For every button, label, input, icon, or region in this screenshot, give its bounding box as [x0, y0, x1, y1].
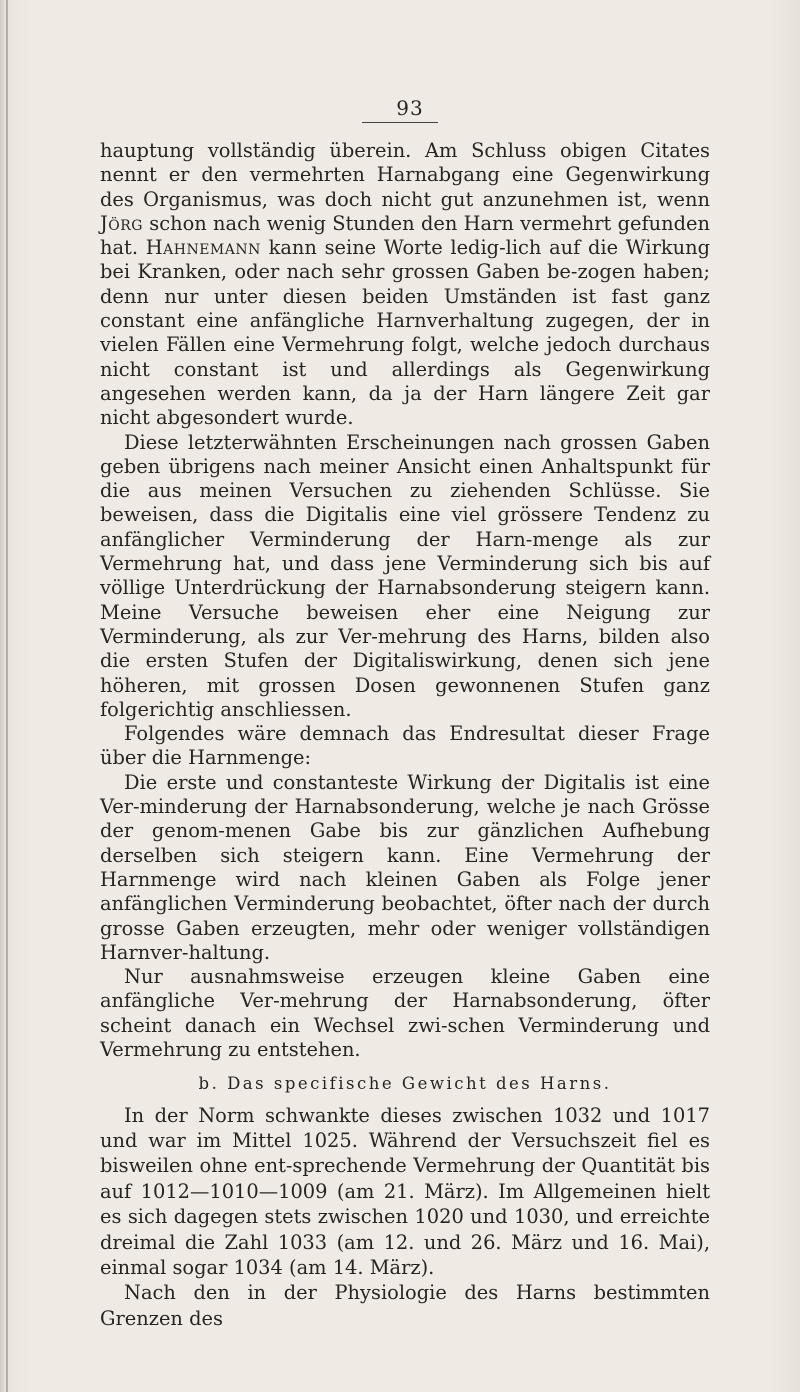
paragraph-1: hauptung vollständig überein. Am Schluss obigen Citates nennt er den vermehrten Harnabgang eine Gegenwirkung des Organismus, was doch nicht gut anzunehmen ist, wenn Jörg schon nach wenig Stunden den Harn vermehrt gefunden hat. Hahnemann kann seine Worte ledig-lich auf die Wirkung bei Kranken, oder nach sehr grossen Gaben be-zogen haben; denn nur unter diesen beiden Umständen ist fast ganz constant eine anfängliche Harnverhaltung zugegen, der in vielen Fällen eine Vermehrung folgt, welche jedoch durchaus nicht constant ist und allerdings als Gegenwirkung angesehen werden kann, da ja der Harn längere Zeit gar nicht abgesondert wurde. [100, 139, 711, 430]
paragraph-4: Die erste und constanteste Wirkung der Digitalis ist eine Ver-minderung der Harnabsonderung, welche je nach Grösse der genom-menen Gabe bis zur gänzlichen Aufhebung derselben sich steigern kann. Eine Vermehrung der Harnmenge wird nach kleinen Gaben als Folge jener anfänglichen Verminderung beobachtet, öfter nach der durch grosse Gaben erzeugten, mehr oder weniger vollständigen Harnver-haltung. [100, 770, 710, 964]
paragraph-6: In der Norm schwankte dieses zwischen 1032 und 1017 und war im Mittel 1025. Während der Versuchszeit fiel es bisweilen ohne ent-sprechende Vermehrung der Quantität bis auf 1012—1010—1009 (am 21. März). Im Allgemeinen hielt es sich dagegen stets zwischen 1020 und 1030, und erreichte dreimal die Zahl 1033 (am 12. und 26. März und 16. Mai), einmal sogar 1034 (am 14. März). [100, 1103, 710, 1280]
paragraph-3: Folgendes wäre demnach das Endresultat dieser Frage über die Harnmenge: [100, 722, 710, 770]
page-gutter-edge [6, 0, 8, 1392]
author-name-hahnemann: Hahnemann [145, 236, 261, 260]
header-rule [362, 122, 438, 123]
lower-section [100, 1103, 710, 1332]
author-name-jorg: Jörg [100, 211, 143, 235]
section-heading: b. Das specifische Gewicht des Harns. [198, 1074, 612, 1094]
body-text [100, 139, 710, 1331]
paragraph-7: Nach den in der Physiologie des Harns bestimmten Grenzen des [100, 1281, 710, 1330]
paragraph-2: Diese letzterwähnten Erscheinungen nach grossen Gaben geben übrigens nach meiner Ansicht einen Anhaltspunkt für die aus meinen Versuchen zu ziehenden Schlüsse. Sie beweisen, dass die Digitalis eine viel grössere Tendenz zu anfänglicher Verminderung der Harn-menge als zur Vermehrung hat, und dass jene Verminderung sich bis auf völlige Unterdrückung der Harnabsonderung steigern kann. Meine Versuche beweisen eher eine Neigung zur Verminderung, als zur Ver-mehrung des Harns, bilden also die ersten Stufen der Digitaliswirkung, denen sich jene höheren, mit grossen Dosen gewonnenen Stufen ganz folgerichtig anschliessen. [100, 430, 710, 721]
paragraph-5: Nur ausnahmsweise erzeugen kleine Gaben eine anfängliche Ver-mehrung der Harnabsonderung, öfter scheint danach ein Wechsel zwi-schen Verminderung und Vermehrung zu entstehen. [100, 965, 710, 1061]
page-number: 93 [396, 96, 424, 120]
